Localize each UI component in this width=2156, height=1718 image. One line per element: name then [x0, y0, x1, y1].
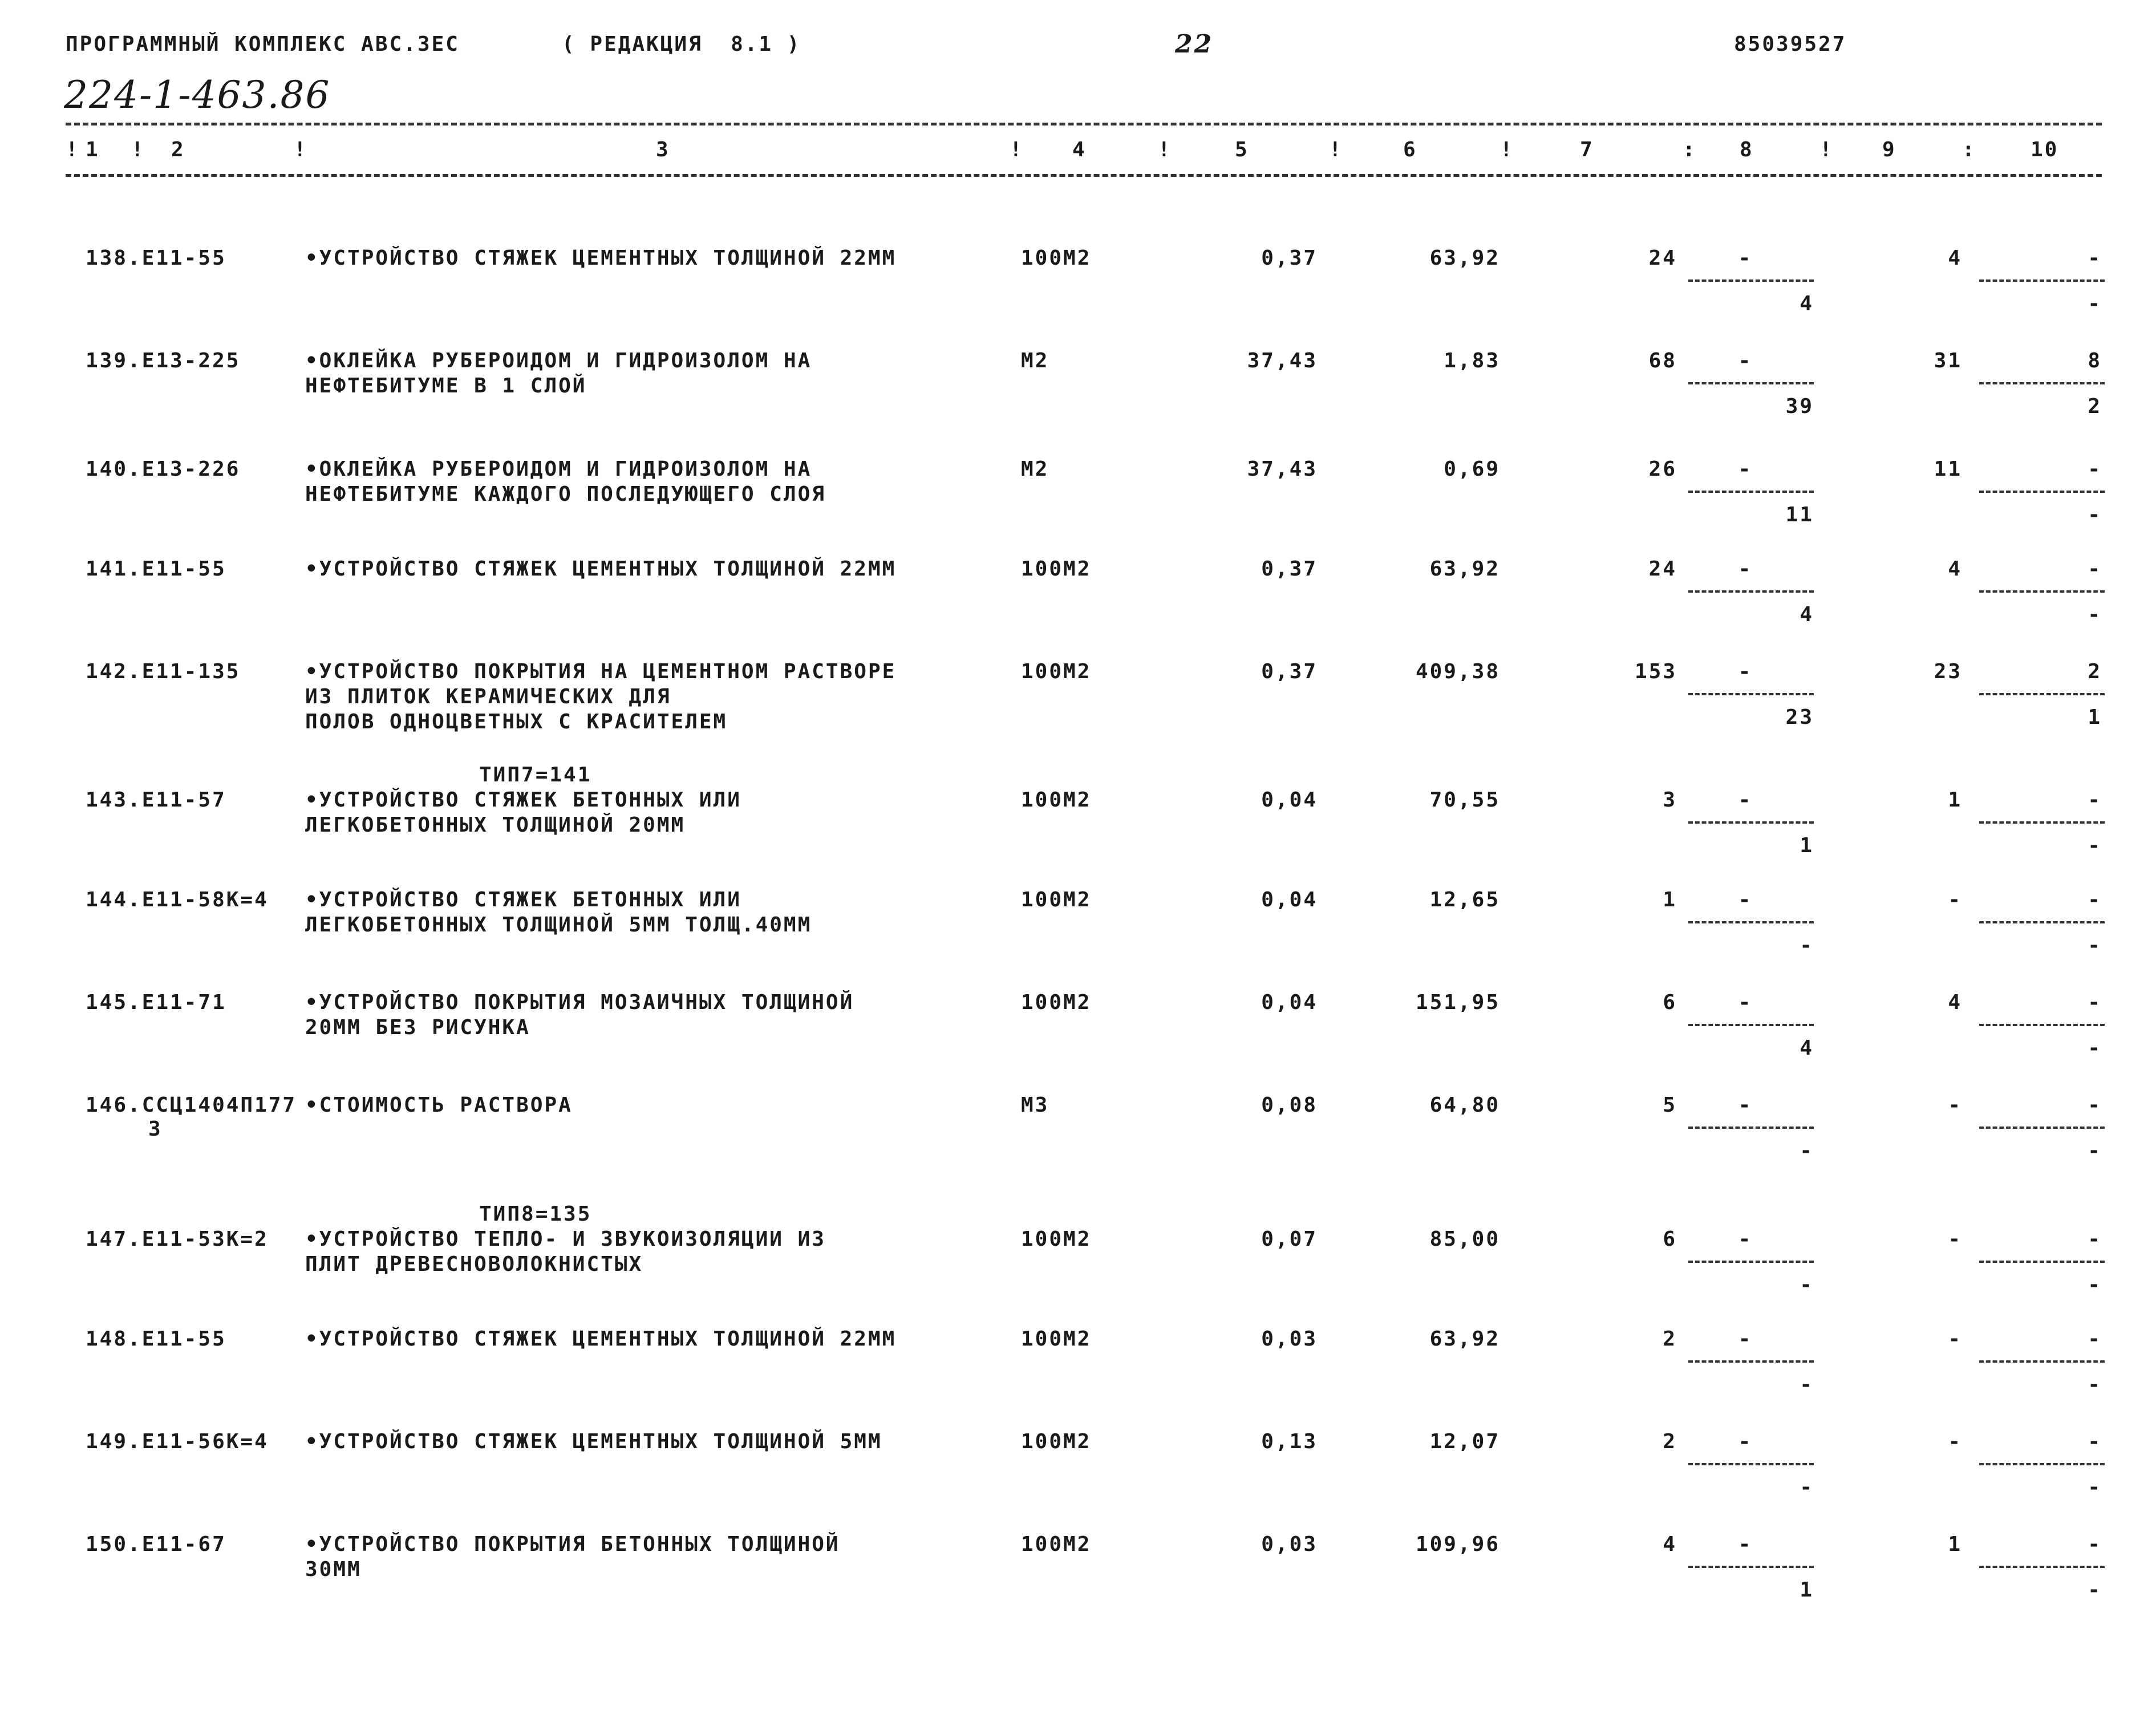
column-header-7: 7	[1580, 138, 1594, 161]
row-code-continued: 3	[148, 1117, 163, 1141]
handwritten-reference: 224-1-463.86	[64, 73, 331, 117]
column-separator: !	[1329, 138, 1343, 161]
fraction-line	[1688, 1566, 1814, 1568]
row-machine-cost: -	[1948, 1227, 1962, 1251]
row-machine-wage-top: -	[2088, 1430, 2102, 1453]
row-machine-wage-top: -	[2088, 888, 2102, 911]
row-wage-top: -	[1738, 1327, 1753, 1351]
row-unit-price: 151,95	[1415, 991, 1500, 1014]
row-unit: 100М2	[1021, 888, 1092, 911]
row-machine-wage-bottom: -	[2088, 1578, 2102, 1602]
row-machine-cost: 11	[1934, 457, 1962, 481]
fraction-line	[1979, 821, 2105, 824]
row-machine-wage-bottom: -	[2088, 1273, 2102, 1296]
row-machine-cost: -	[1948, 1430, 1962, 1453]
row-wage-bottom: 1	[1800, 1578, 1814, 1602]
row-unit: 100М2	[1021, 1227, 1092, 1251]
document-code: 85039527	[1734, 33, 1847, 56]
fraction-line	[1979, 1024, 2105, 1026]
column-header-6: 6	[1403, 138, 1417, 161]
row-unit-price: 109,96	[1415, 1533, 1500, 1556]
row-code: 146.ССЦ1404П177	[86, 1093, 297, 1117]
row-wage-bottom: 4	[1800, 1036, 1814, 1060]
column-separator: :	[1683, 138, 1697, 161]
row-quantity: 0,13	[1261, 1430, 1318, 1453]
row-machine-wage-bottom: -	[2088, 1036, 2102, 1060]
row-description: НЕФТЕБИТУМЕ В 1 СЛОЙ	[305, 374, 587, 398]
fraction-line	[1688, 921, 1814, 923]
fraction-line	[1688, 1463, 1814, 1465]
row-total-cost: 26	[1648, 457, 1677, 481]
header-rule-top	[66, 123, 2102, 125]
fraction-line	[1688, 693, 1814, 695]
row-machine-wage-bottom: -	[2088, 1373, 2102, 1396]
edition-label: ( РЕДАКЦИЯ 8.1 )	[562, 33, 801, 56]
row-unit-price: 12,65	[1429, 888, 1500, 911]
row-wage-top: -	[1738, 888, 1753, 911]
row-code: 141.Е11-55	[86, 557, 226, 581]
row-unit: 100М2	[1021, 788, 1092, 812]
fraction-line	[1688, 821, 1814, 824]
row-machine-wage-bottom: 2	[2088, 395, 2102, 418]
fraction-line	[1979, 590, 2105, 593]
row-wage-top: -	[1738, 1093, 1753, 1117]
row-description: 20ММ БЕЗ РИСУНКА	[305, 1016, 530, 1039]
row-wage-top: -	[1738, 1430, 1753, 1453]
row-wage-bottom: 1	[1800, 834, 1814, 857]
fraction-line	[1979, 1463, 2105, 1465]
row-wage-top: -	[1738, 349, 1753, 372]
row-unit-price: 85,00	[1429, 1227, 1500, 1251]
column-header-5: 5	[1235, 138, 1249, 161]
fraction-line	[1979, 279, 2105, 282]
column-separator: !	[1010, 138, 1024, 161]
row-unit-price: 63,92	[1429, 1327, 1500, 1351]
column-separator: :	[1962, 138, 1976, 161]
row-unit: 100М2	[1021, 246, 1092, 270]
row-unit: 100М2	[1021, 557, 1092, 581]
row-total-cost: 24	[1648, 246, 1677, 270]
row-quantity: 0,37	[1261, 557, 1318, 581]
row-quantity: 0,03	[1261, 1533, 1318, 1556]
row-code: 139.Е13-225	[86, 349, 241, 372]
row-wage-bottom: -	[1800, 1476, 1814, 1499]
row-machine-wage-top: -	[2088, 457, 2102, 481]
row-machine-wage-top: -	[2088, 788, 2102, 812]
row-unit-price: 0,69	[1444, 457, 1500, 481]
row-machine-wage-top: 2	[2088, 660, 2102, 683]
row-machine-wage-bottom: -	[2088, 934, 2102, 957]
row-machine-cost: 31	[1934, 349, 1962, 372]
column-separator: !	[131, 138, 145, 161]
fraction-line	[1979, 1261, 2105, 1263]
row-quantity: 0,07	[1261, 1227, 1318, 1251]
fraction-line	[1979, 693, 2105, 695]
fraction-line	[1979, 382, 2105, 384]
row-quantity: 0,04	[1261, 991, 1318, 1014]
row-code: 148.Е11-55	[86, 1327, 226, 1351]
row-wage-top: -	[1738, 660, 1753, 683]
row-total-cost: 4	[1663, 1533, 1677, 1556]
row-code: 142.Е11-135	[86, 660, 241, 683]
row-description: 30ММ	[305, 1558, 362, 1581]
row-description: ЛЕГКОБЕТОННЫХ ТОЛЩИНОЙ 20ММ	[305, 813, 686, 837]
column-separator: !	[1819, 138, 1834, 161]
row-machine-wage-top: -	[2088, 246, 2102, 270]
row-machine-cost: 1	[1948, 788, 1962, 812]
row-unit-price: 70,55	[1429, 788, 1500, 812]
row-wage-top: -	[1738, 991, 1753, 1014]
column-separator: !	[1500, 138, 1514, 161]
row-unit: М3	[1021, 1093, 1049, 1117]
row-machine-wage-top: -	[2088, 1533, 2102, 1556]
row-machine-wage-top: -	[2088, 991, 2102, 1014]
row-wage-bottom: -	[1800, 1139, 1814, 1162]
row-wage-top: -	[1738, 457, 1753, 481]
row-total-cost: 153	[1634, 660, 1677, 683]
header-rule-bottom	[66, 174, 2102, 177]
row-wage-bottom: 39	[1785, 395, 1814, 418]
row-description: НЕФТЕБИТУМЕ КАЖДОГО ПОСЛЕДУЮЩЕГО СЛОЯ	[305, 483, 826, 506]
column-header-4: 4	[1072, 138, 1087, 161]
row-description: •УСТРОЙСТВО ПОКРЫТИЯ МОЗАИЧНЫХ ТОЛЩИНОЙ	[305, 991, 854, 1014]
row-machine-cost: 1	[1948, 1533, 1962, 1556]
fraction-line	[1688, 1360, 1814, 1363]
column-separator: !	[294, 138, 308, 161]
row-description: •ОКЛЕЙКА РУБЕРОИДОМ И ГИДРОИЗОЛОМ НА	[305, 457, 812, 481]
column-header-9: 9	[1882, 138, 1896, 161]
fraction-line	[1688, 1024, 1814, 1026]
row-machine-cost: 4	[1948, 991, 1962, 1014]
row-machine-wage-bottom: -	[2088, 292, 2102, 315]
row-quantity: 0,37	[1261, 246, 1318, 270]
row-machine-wage-top: 8	[2088, 349, 2102, 372]
column-separator: !	[1158, 138, 1172, 161]
fraction-line	[1979, 921, 2105, 923]
row-quantity: 0,08	[1261, 1093, 1318, 1117]
row-description: •УСТРОЙСТВО СТЯЖЕК БЕТОННЫХ ИЛИ	[305, 888, 741, 911]
row-code: 145.Е11-71	[86, 991, 226, 1014]
row-description: •УСТРОЙСТВО ПОКРЫТИЯ НА ЦЕМЕНТНОМ РАСТВОРЕ	[305, 660, 897, 683]
row-wage-bottom: 4	[1800, 603, 1814, 626]
column-header-8: 8	[1740, 138, 1754, 161]
row-unit: 100М2	[1021, 660, 1092, 683]
fraction-line	[1979, 1566, 2105, 1568]
row-code: 140.Е13-226	[86, 457, 241, 481]
row-quantity: 0,04	[1261, 888, 1318, 911]
row-description: •ОКЛЕЙКА РУБЕРОИДОМ И ГИДРОИЗОЛОМ НА	[305, 349, 812, 372]
row-code: 144.Е11-58К=4	[86, 888, 269, 911]
row-unit: М2	[1021, 349, 1049, 372]
row-total-cost: 3	[1663, 788, 1677, 812]
row-machine-cost: 4	[1948, 557, 1962, 581]
row-quantity: 0,37	[1261, 660, 1318, 683]
row-machine-wage-bottom: -	[2088, 603, 2102, 626]
row-wage-bottom: 11	[1785, 503, 1814, 526]
row-unit: 100М2	[1021, 991, 1092, 1014]
row-wage-bottom: 4	[1800, 292, 1814, 315]
column-separator: !	[66, 138, 80, 161]
row-description: •УСТРОЙСТВО СТЯЖЕК ЦЕМЕНТНЫХ ТОЛЩИНОЙ 22ММ	[305, 557, 897, 581]
row-description: ПЛИТ ДРЕВЕСНОВОЛОКНИСТЫХ	[305, 1253, 643, 1276]
row-description: •УСТРОЙСТВО ТЕПЛО- И ЗВУКОИЗОЛЯЦИИ ИЗ	[305, 1227, 826, 1251]
row-description: •УСТРОЙСТВО СТЯЖЕК ЦЕМЕНТНЫХ ТОЛЩИНОЙ 5ММ	[305, 1430, 882, 1453]
fraction-line	[1979, 1127, 2105, 1129]
row-unit-price: 409,38	[1415, 660, 1500, 683]
row-description: ИЗ ПЛИТОК КЕРАМИЧЕСКИХ ДЛЯ	[305, 685, 671, 708]
row-unit: 100М2	[1021, 1533, 1092, 1556]
row-total-cost: 2	[1663, 1430, 1677, 1453]
row-machine-cost: -	[1948, 1327, 1962, 1351]
fraction-line	[1688, 590, 1814, 593]
row-description: •УСТРОЙСТВО СТЯЖЕК БЕТОННЫХ ИЛИ	[305, 788, 741, 812]
row-machine-wage-top: -	[2088, 1327, 2102, 1351]
row-machine-wage-bottom: -	[2088, 834, 2102, 857]
row-unit-price: 63,92	[1429, 557, 1500, 581]
row-code: 147.Е11-53К=2	[86, 1227, 269, 1251]
fraction-line	[1979, 491, 2105, 493]
row-description: •УСТРОЙСТВО СТЯЖЕК ЦЕМЕНТНЫХ ТОЛЩИНОЙ 22ММ	[305, 246, 897, 270]
column-header-3: 3	[656, 138, 670, 161]
row-type-note: ТИП7=141	[479, 763, 592, 787]
page-number: 22	[1175, 30, 1214, 59]
row-machine-cost: -	[1948, 1093, 1962, 1117]
row-description: ЛЕГКОБЕТОННЫХ ТОЛЩИНОЙ 5ММ ТОЛЩ.40ММ	[305, 913, 812, 937]
row-code: 149.Е11-56К=4	[86, 1430, 269, 1453]
row-machine-cost: 4	[1948, 246, 1962, 270]
row-total-cost: 68	[1648, 349, 1677, 372]
fraction-line	[1688, 279, 1814, 282]
row-wage-bottom: -	[1800, 1373, 1814, 1396]
row-unit-price: 64,80	[1429, 1093, 1500, 1117]
row-quantity: 0,04	[1261, 788, 1318, 812]
column-header-10: 10	[2031, 138, 2059, 161]
row-description: •СТОИМОСТЬ РАСТВОРА	[305, 1093, 573, 1117]
row-total-cost: 1	[1663, 888, 1677, 911]
program-name: ПРОГРАММНЫЙ КОМПЛЕКС АВС.3ЕС	[66, 33, 460, 56]
row-code: 138.Е11-55	[86, 246, 226, 270]
row-machine-cost: 23	[1934, 660, 1962, 683]
row-wage-bottom: 23	[1785, 706, 1814, 729]
row-machine-wage-top: -	[2088, 1093, 2102, 1117]
row-wage-top: -	[1738, 557, 1753, 581]
row-total-cost: 5	[1663, 1093, 1677, 1117]
row-code: 143.Е11-57	[86, 788, 226, 812]
row-machine-wage-bottom: -	[2088, 503, 2102, 526]
row-description: •УСТРОЙСТВО СТЯЖЕК ЦЕМЕНТНЫХ ТОЛЩИНОЙ 22ММ	[305, 1327, 897, 1351]
fraction-line	[1979, 1360, 2105, 1363]
row-machine-wage-bottom: 1	[2088, 706, 2102, 729]
row-wage-top: -	[1738, 788, 1753, 812]
row-unit: 100М2	[1021, 1430, 1092, 1453]
fraction-line	[1688, 1261, 1814, 1263]
column-header-1: 1	[86, 138, 100, 161]
row-machine-wage-top: -	[2088, 1227, 2102, 1251]
row-description: •УСТРОЙСТВО ПОКРЫТИЯ БЕТОННЫХ ТОЛЩИНОЙ	[305, 1533, 840, 1556]
fraction-line	[1688, 491, 1814, 493]
row-machine-wage-top: -	[2088, 557, 2102, 581]
row-unit-price: 1,83	[1444, 349, 1500, 372]
row-total-cost: 6	[1663, 1227, 1677, 1251]
row-unit: М2	[1021, 457, 1049, 481]
row-total-cost: 6	[1663, 991, 1677, 1014]
row-machine-wage-bottom: -	[2088, 1139, 2102, 1162]
row-unit-price: 63,92	[1429, 246, 1500, 270]
row-machine-wage-bottom: -	[2088, 1476, 2102, 1499]
row-wage-bottom: -	[1800, 934, 1814, 957]
row-code: 150.Е11-67	[86, 1533, 226, 1556]
row-total-cost: 24	[1648, 557, 1677, 581]
row-machine-cost: -	[1948, 888, 1962, 911]
row-unit-price: 12,07	[1429, 1430, 1500, 1453]
row-wage-top: -	[1738, 1227, 1753, 1251]
row-total-cost: 2	[1663, 1327, 1677, 1351]
row-wage-bottom: -	[1800, 1273, 1814, 1296]
row-wage-top: -	[1738, 1533, 1753, 1556]
column-header-2: 2	[171, 138, 185, 161]
row-quantity: 37,43	[1247, 349, 1318, 372]
row-type-note: ТИП8=135	[479, 1202, 592, 1226]
fraction-line	[1688, 1127, 1814, 1129]
row-quantity: 0,03	[1261, 1327, 1318, 1351]
row-wage-top: -	[1738, 246, 1753, 270]
row-unit: 100М2	[1021, 1327, 1092, 1351]
row-quantity: 37,43	[1247, 457, 1318, 481]
row-description: ПОЛОВ ОДНОЦВЕТНЫХ С КРАСИТЕЛЕМ	[305, 710, 728, 734]
fraction-line	[1688, 382, 1814, 384]
